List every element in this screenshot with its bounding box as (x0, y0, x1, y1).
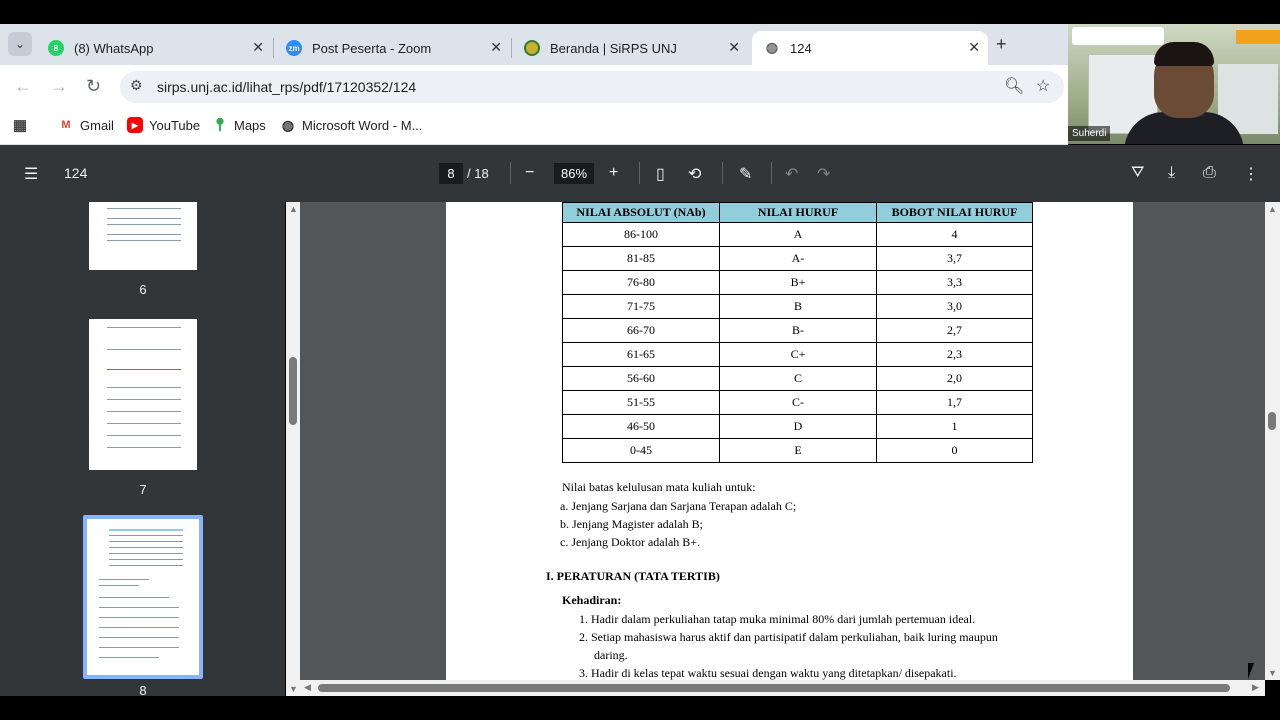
bookmarks-bar (0, 109, 1068, 145)
unj-logo-icon (524, 40, 540, 56)
table-row (563, 415, 1033, 439)
cell: D (720, 415, 877, 439)
globe-icon: ◍ (765, 38, 779, 55)
bookmark-gmail[interactable] (58, 117, 114, 133)
toolbar-divider (771, 162, 772, 184)
cell: C (720, 367, 877, 391)
close-icon[interactable]: ✕ (728, 39, 740, 55)
more-options-icon[interactable]: ⋮ (1243, 166, 1259, 183)
cell: B- (720, 319, 877, 343)
zoom-out-button[interactable]: − (525, 164, 535, 181)
gmail-icon: M (61, 119, 71, 131)
pass-item: b. Jenjang Magister adalah B; (560, 517, 703, 531)
close-icon[interactable]: ✕ (490, 39, 502, 55)
video-banner-stripe (1236, 30, 1280, 44)
bookmark-label: Maps (234, 117, 266, 133)
new-tab-button[interactable] (996, 34, 1007, 55)
cell: 0 (877, 439, 1033, 463)
bookmark-star-icon[interactable]: ☆ (1036, 78, 1051, 95)
cell: 3,7 (877, 247, 1033, 271)
maps-icon: 📍︎ (211, 117, 229, 132)
cell: 71-75 (563, 295, 720, 319)
cell: C- (720, 391, 877, 415)
table-row (563, 439, 1033, 463)
table-header-row (563, 203, 1033, 223)
apps-grid-button[interactable] (12, 117, 28, 133)
back-button[interactable]: ← (14, 76, 32, 96)
cell: 81-85 (563, 247, 720, 271)
bookmark-maps[interactable] (212, 117, 266, 133)
table-row (563, 271, 1033, 295)
cell: 46-50 (563, 415, 720, 439)
plus-icon: + (996, 34, 1007, 54)
tab-strip (0, 24, 1068, 65)
bookmark-label: Gmail (80, 117, 114, 133)
fit-page-icon[interactable]: ▯ (656, 166, 665, 183)
thumbnail-label: 7 (139, 482, 147, 497)
scroll-down-arrow-icon[interactable]: ▼ (1268, 668, 1277, 678)
page-total: / 18 (467, 166, 489, 181)
bookmark-youtube[interactable] (127, 117, 200, 133)
page-thumbnail-8-selected[interactable] (87, 519, 199, 675)
cell: 76-80 (563, 271, 720, 295)
zoom-icon: zm (286, 40, 302, 56)
column-header: BOBOT NILAI HURUF (877, 203, 1033, 223)
table-row (563, 223, 1033, 247)
attendance-subheading: Kehadiran: (562, 593, 622, 607)
menu-icon[interactable]: ☰ (24, 166, 39, 183)
rotate-icon[interactable]: ⟲ (688, 166, 702, 183)
bookmark-word[interactable] (280, 117, 422, 133)
grade-table (562, 202, 1033, 463)
rule-item: 2. Setiap mahasiswa harus aktif dan partisipatif dalam perkuliahan, baik luring maupun (579, 630, 998, 644)
url-text[interactable]: sirps.unj.ac.id/lihat_rps/pdf/17120352/124 (157, 79, 417, 95)
browser-toolbar (0, 65, 1068, 109)
cell: 2,3 (877, 343, 1033, 367)
cell: 1 (877, 415, 1033, 439)
close-icon[interactable]: ✕ (968, 39, 980, 55)
toolbar-divider (510, 162, 511, 184)
thumbnail-label: 8 (139, 683, 147, 698)
page-thumbnail-6[interactable] (89, 202, 197, 270)
cell: E (720, 439, 877, 463)
participant-hair (1154, 42, 1214, 66)
address-bar[interactable] (120, 71, 1064, 103)
tab-whatsapp[interactable] (36, 31, 272, 65)
cell: B (720, 295, 877, 319)
cell: 4 (877, 223, 1033, 247)
annotate-pen-icon[interactable]: ✎ (739, 166, 753, 183)
mouse-cursor-icon (1248, 663, 1260, 679)
pass-item: a. Jenjang Sarjana dan Sarjana Terapan adalah C; (560, 499, 797, 513)
apps-grid-icon: ▦ (12, 117, 28, 134)
viewer-scroll-thumb[interactable] (1268, 412, 1276, 430)
cell: 86-100 (563, 223, 720, 247)
table-row (563, 295, 1033, 319)
forward-button[interactable]: → (50, 76, 68, 96)
table-row (563, 367, 1033, 391)
cell: A (720, 223, 877, 247)
cell: 51-55 (563, 391, 720, 415)
pdf-page (446, 202, 1133, 680)
cell: 61-65 (563, 343, 720, 367)
cell: 1,7 (877, 391, 1033, 415)
cell: 56-60 (563, 367, 720, 391)
pdf-viewer (300, 202, 1265, 680)
zoom-level-input[interactable]: 86% (554, 163, 594, 184)
scroll-down-arrow-icon[interactable]: ▼ (289, 684, 298, 694)
tab-sirps[interactable] (512, 31, 748, 65)
bookmark-label: YouTube (149, 117, 201, 133)
cell: 66-70 (563, 319, 720, 343)
pass-item: c. Jenjang Doktor adalah B+. (560, 535, 701, 549)
pdf-title: 124 (64, 165, 88, 181)
zoom-magnifier-icon[interactable]: 🔍︎ (1004, 78, 1025, 95)
thumbnail-label: 6 (139, 282, 147, 297)
tab-title: 124 (790, 40, 812, 56)
toolbar-divider (722, 162, 723, 184)
tab-zoom[interactable] (274, 31, 510, 65)
toolbar-divider (639, 162, 640, 184)
youtube-icon: ▶ (127, 117, 143, 133)
scroll-up-arrow-icon[interactable]: ▲ (1268, 204, 1277, 214)
tab-pdf-active[interactable] (752, 31, 988, 65)
column-header: NILAI HURUF (720, 203, 877, 223)
page-number-input[interactable]: 8 (439, 163, 463, 184)
table-row (563, 247, 1033, 271)
cell: 3,0 (877, 295, 1033, 319)
section-heading: I. PERATURAN (TATA TERTIB) (546, 569, 720, 583)
chevron-down-icon: ⌄ (14, 37, 26, 51)
rule-item-continuation: daring. (594, 648, 628, 662)
pass-intro: Nilai batas kelulusan mata kuliah untuk: (562, 480, 756, 494)
viewer-horizontal-scrollbar[interactable] (300, 680, 1265, 696)
rule-item: 1. Hadir dalam perkuliahan tatap muka minimal 80% dari jumlah pertemuan ideal. (579, 612, 976, 626)
scroll-left-arrow-icon[interactable]: ◀ (304, 682, 311, 692)
scroll-right-arrow-icon[interactable]: ▶ (1252, 682, 1259, 692)
cell: B+ (720, 271, 877, 295)
site-settings-icon[interactable]: ⚙ (130, 77, 143, 93)
zoom-video-overlay[interactable] (1068, 24, 1280, 144)
table-row (563, 343, 1033, 367)
table-row (563, 319, 1033, 343)
close-icon[interactable]: ✕ (252, 39, 264, 55)
scroll-up-arrow-icon[interactable]: ▲ (289, 204, 298, 214)
globe-icon: ◍ (281, 116, 295, 133)
rule-item: 3. Hadir di kelas tepat waktu sesuai dengan waktu yang ditetapkan/ disepakati. (579, 666, 957, 680)
faculty-logo (1072, 27, 1164, 45)
cell: 0-45 (563, 439, 720, 463)
pdf-toolbar (0, 145, 1280, 202)
undo-icon[interactable]: ↶ (785, 166, 799, 183)
cell: C+ (720, 343, 877, 367)
horizontal-scroll-thumb[interactable] (318, 684, 1230, 692)
cell: 3,3 (877, 271, 1033, 295)
cell: 2,0 (877, 367, 1033, 391)
viewer-vertical-scrollbar[interactable] (1265, 202, 1280, 680)
drive-save-icon[interactable]: ⛛ (1131, 164, 1145, 181)
tab-search-dropdown-button[interactable] (8, 32, 32, 56)
thumbnail-sidebar (0, 202, 285, 696)
reload-button[interactable]: ↻ (86, 76, 102, 96)
participant-name: Suherdi (1068, 126, 1110, 141)
print-icon[interactable]: ⎙ (1203, 164, 1216, 181)
bookmark-label: Microsoft Word - M... (302, 117, 423, 133)
redo-icon[interactable]: ↷ (817, 166, 831, 183)
whatsapp-icon: 8 (48, 40, 64, 56)
tab-title: Post Peserta - Zoom (312, 40, 432, 56)
page-thumbnail-7[interactable] (89, 319, 197, 470)
table-row (563, 391, 1033, 415)
tab-title: Beranda | SiRPS UNJ (550, 40, 677, 56)
sidebar-scroll-thumb[interactable] (289, 357, 297, 425)
tab-title: (8) WhatsApp (74, 40, 154, 56)
cell: A- (720, 247, 877, 271)
sidebar-scrollbar[interactable] (286, 202, 300, 696)
column-header: NILAI ABSOLUT (NAb) (563, 203, 720, 223)
cell: 2,7 (877, 319, 1033, 343)
download-icon[interactable]: ⤓ (1168, 164, 1176, 181)
zoom-in-button[interactable]: + (609, 164, 619, 181)
